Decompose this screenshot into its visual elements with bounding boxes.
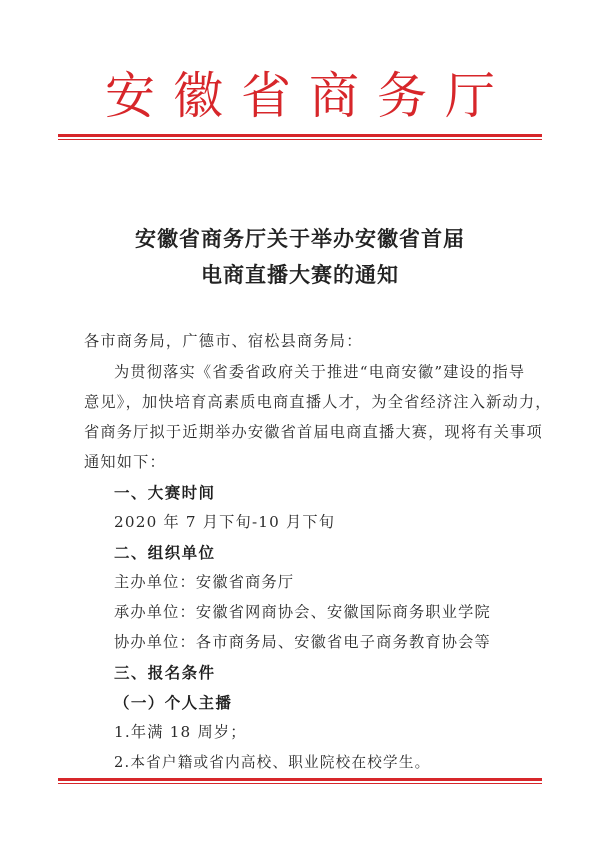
paragraph-line: 通知如下： (84, 453, 166, 471)
letterhead-rule-thick (58, 134, 542, 137)
section-heading: 一、大赛时间 (114, 484, 216, 502)
footer-rule-thick (58, 778, 542, 781)
notice-title-line-1: 安徽省商务厅关于举办安徽省首届 (135, 226, 465, 251)
notice-title-line-2: 电商直播大赛的通知 (201, 262, 399, 287)
section-text: 承办单位：安徽省网商协会、安徽国际商务职业学院 (114, 603, 491, 621)
section-subheading: （一）个人主播 (114, 694, 233, 712)
paragraph-line: 为贯彻落实《省委省政府关于推进“电商安徽”建设的指导 (114, 363, 526, 381)
paragraph-line: 意见》，加快培育高素质电商直播人才，为全省经济注入新动力， (84, 393, 552, 411)
letterhead-title: 安徽省商务厅 (105, 67, 513, 125)
letterhead-rule-thin (58, 139, 542, 140)
section-text: 主办单位：安徽省商务厅 (114, 573, 295, 591)
list-item: 1.年满 18 周岁； (114, 723, 247, 741)
footer-rule-thin (58, 783, 542, 784)
section-heading: 三、报名条件 (114, 664, 216, 682)
addressee: 各市商务局，广德市、宿松县商务局： (84, 332, 363, 350)
paragraph-line: 省商务厅拟于近期举办安徽省首届电商直播大赛，现将有关事项 (84, 423, 543, 441)
list-item: 2.本省户籍或省内高校、职业院校在校学生。 (114, 754, 431, 771)
section-heading: 二、组织单位 (114, 544, 216, 562)
section-text: 协办单位：各市商务局、安徽省电子商务教育协会等 (114, 633, 491, 651)
section-text: 2020 年 7 月下旬-10 月下旬 (114, 513, 336, 531)
